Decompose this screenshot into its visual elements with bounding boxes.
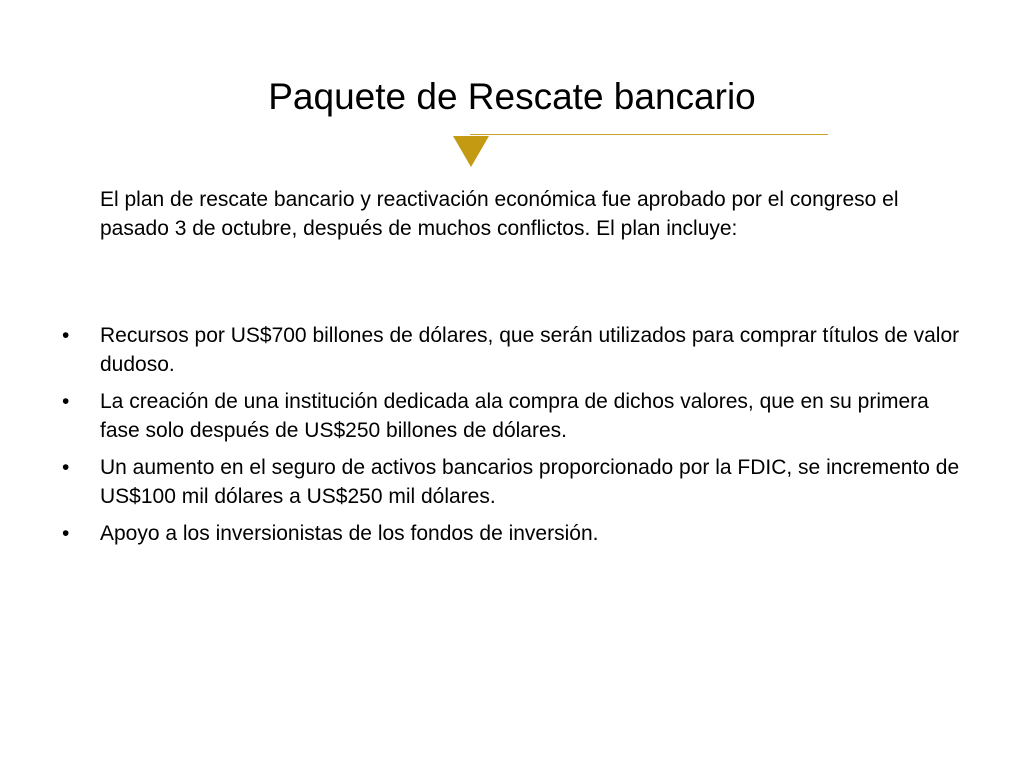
bullet-text: Recursos por US$700 billones de dólares, que serán utilizados para comprar títulos de valor dudoso. — [100, 324, 960, 376]
bullet-item — [62, 321, 962, 379]
bullet-icon: • — [62, 390, 70, 413]
intro-paragraph: El plan de rescate bancario y reactivación económica fue aprobado por el congreso el pasado 3 de octubre, después de muchos conflictos. El plan incluye: — [100, 188, 899, 240]
bullet-item — [62, 387, 962, 445]
bullet-text: Apoyo a los inversionistas de los fondos de inversión. — [100, 522, 599, 545]
slide-title — [0, 72, 1024, 122]
title-underline — [470, 134, 828, 135]
bullet-item — [62, 519, 962, 548]
slide-title-text: Paquete de Rescate bancario — [268, 76, 756, 117]
bullet-icon: • — [62, 324, 70, 347]
bullet-item — [62, 453, 962, 511]
bullet-text: Un aumento en el seguro de activos bancarios proporcionado por la FDIC, se incremento de US$100 mil dólares a US$250 mil dólares. — [100, 456, 960, 508]
triangle-marker-icon — [453, 136, 489, 167]
bullet-list — [62, 321, 962, 556]
bullet-text: La creación de una institución dedicada ala compra de dichos valores, que en su primera fase solo después de US$250 billones de dólares. — [100, 390, 929, 442]
bullet-icon: • — [62, 522, 70, 545]
bullet-icon: • — [62, 456, 70, 479]
